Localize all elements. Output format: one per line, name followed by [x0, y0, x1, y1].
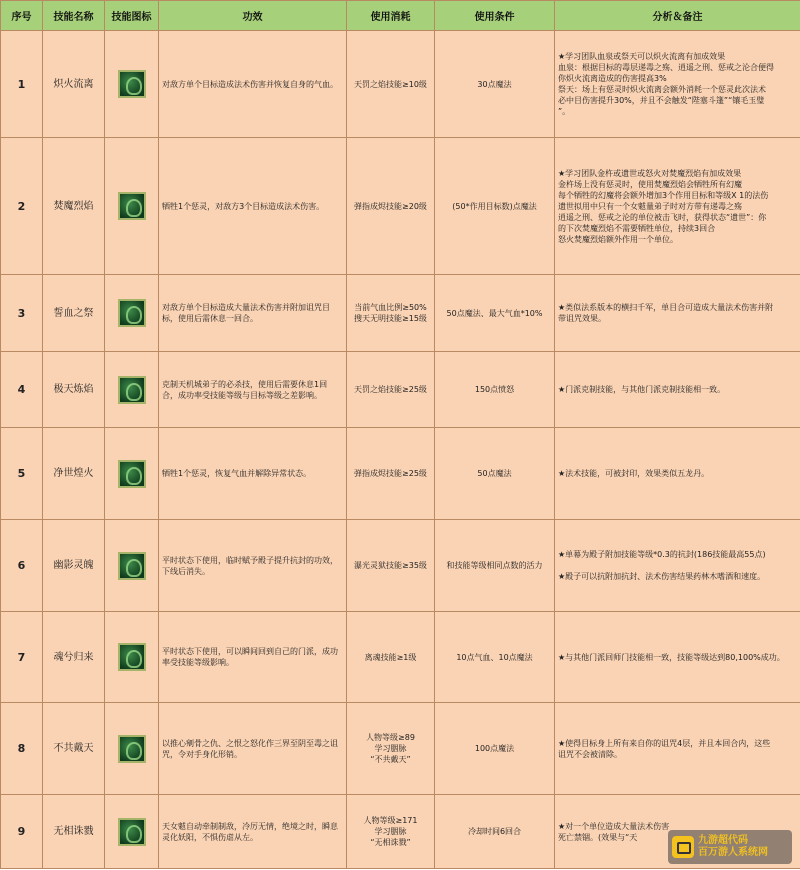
- flame-skill-icon: [118, 70, 146, 98]
- header-effect: 功效: [159, 1, 347, 31]
- skill-name: 极天炼焰: [43, 352, 105, 428]
- skill-note: ★门派克制技能，与其他门派克制技能相一致。: [555, 352, 800, 428]
- skill-condition: 50点魔法、最大气血*10%: [435, 275, 555, 352]
- skill-name: 誓血之祭: [43, 275, 105, 352]
- blood-oath-skill-icon: [118, 299, 146, 327]
- watermark: [668, 830, 792, 864]
- skill-cost: 天罚之焰技能≥10级: [347, 31, 435, 138]
- skill-cost: 天罚之焰技能≥25级: [347, 352, 435, 428]
- skill-effect: 平时状态下使用，临时赋予殿子提升抗封的功效，下线后消失。: [159, 520, 347, 612]
- skill-note: ★类似法系版本的横扫千军，单目合可造成大量法术伤害并附 带诅咒效果。: [555, 275, 800, 352]
- header-cost: 使用消耗: [347, 1, 435, 31]
- watermark-logo-icon: [672, 836, 694, 858]
- row-num: 3: [1, 275, 43, 352]
- skill-name: 幽影灵魄: [43, 520, 105, 612]
- skill-note: ★学习团队血泉或祭天可以炽火流离有加成效果 血泉：根据目标的毒层递毒之殇、逍遥之刑、惩戒之沦合便得 你炽火流离造成的伤害提高3% 祭天：场上有惩灵时炽火流离会额外消耗一个惩灵此次法术 必中目伤害提升30%，并且不会触发“陛塞斗篷”“镶毛玉璧 ”。: [555, 31, 800, 138]
- skill-cost: 人物等级≥89 学习胭脉 “不共戴天”: [347, 703, 435, 795]
- skill-condition: (50*作用目标数)点魔法: [435, 138, 555, 275]
- table-row: [1, 428, 800, 520]
- skill-effect: 对敌方单个目标造成大量法术伤害并附加诅咒目标，使用后需休息一回合。: [159, 275, 347, 352]
- skill-name: 净世煌火: [43, 428, 105, 520]
- row-num: 8: [1, 703, 43, 795]
- skill-cost: 人物等级≥171 学习胭脉 “无相诛戮”: [347, 795, 435, 869]
- table-row: [1, 703, 800, 795]
- watermark-line2: 百万游人系统网: [698, 847, 768, 858]
- watermark-line1: 九游超代码: [698, 835, 748, 846]
- skill-note: ★单幕为殿子附加技能等级*0.3的抗封(186技能最高55点) ★殿子可以抗附加抗封、法术伤害结果药林木嗜酒和速度。: [555, 520, 800, 612]
- skill-condition: 100点魔法: [435, 703, 555, 795]
- skill-effect: 以推心剜骨之仇、之恨之怒化作三界至阴至毒之诅咒，令对手身化形销。: [159, 703, 347, 795]
- header-note: 分析＆备注: [555, 1, 800, 31]
- skill-cost: 弹指成烬技能≥20级: [347, 138, 435, 275]
- row-num: 2: [1, 138, 43, 275]
- table-row: [1, 275, 800, 352]
- row-num: 7: [1, 612, 43, 703]
- skill-cost: 离魂技能≥1级: [347, 612, 435, 703]
- eternal-hatred-skill-icon: [118, 735, 146, 763]
- sky-flame-skill-icon: [118, 376, 146, 404]
- skill-name: 无相诛戮: [43, 795, 105, 869]
- table-row: [1, 138, 800, 275]
- skill-note: ★与其他门派回师门技能相一致，技能等级达到80,100%成功。: [555, 612, 800, 703]
- header-name: 技能名称: [43, 1, 105, 31]
- skill-name: 炽火流离: [43, 31, 105, 138]
- skill-condition: 和技能等级相同点数的活力: [435, 520, 555, 612]
- skill-name: 魂兮归来: [43, 612, 105, 703]
- skill-condition: 冷却时间6回合: [435, 795, 555, 869]
- skill-name: 焚魔烈焰: [43, 138, 105, 275]
- skill-effect: 对敌方单个目标造成法术伤害并恢复自身的气血。: [159, 31, 347, 138]
- skill-condition: 50点魔法: [435, 428, 555, 520]
- header-row: [1, 1, 800, 31]
- formless-slaughter-skill-icon: [118, 818, 146, 846]
- row-num: 1: [1, 31, 43, 138]
- table-row: [1, 352, 800, 428]
- header-icon: 技能图标: [105, 1, 159, 31]
- skill-note: ★学习团队金杵或遗世或怒火对焚魔烈焰有加成效果 金杵场上没有惩灵时，使用焚魔烈焰会牺牲所有幻魔 每个牺牲的幻魔将会额外增加3个作用目标和等级X 1的法伤 遗世拟用中只有一个女魃量弟子时对方带有递毒之殇 逍遥之刑、惩戒之沦的单位被击飞时，获得状态“遗世”：你 的下次焚魔烈焰不需要牺牲单位，持续3回合 怒火焚魔烈焰额外作用一个单位。: [555, 138, 800, 275]
- skill-effect: 平时状态下使用，可以瞬间回到自己的门派，成功率受技能等级影响。: [159, 612, 347, 703]
- skill-effect: 天女魃自动牵制制敌，冷厉无情，绝境之时，瞬息灵化妖阳，不惧伤虐从左。: [159, 795, 347, 869]
- skill-note: ★法术技能，可被封印，效果类似五龙丹。: [555, 428, 800, 520]
- table-row: [1, 31, 800, 138]
- row-num: 4: [1, 352, 43, 428]
- skill-note: ★使得目标身上所有来自你的诅咒4层，并且本回合内，这些 诅咒不会被清除。: [555, 703, 800, 795]
- row-num: 6: [1, 520, 43, 612]
- table-row: [1, 520, 800, 612]
- shadow-spirit-skill-icon: [118, 552, 146, 580]
- skill-condition: 150点愤怒: [435, 352, 555, 428]
- table-row: [1, 612, 800, 703]
- dragon-fire-skill-icon: [118, 192, 146, 220]
- skill-cost: 当前气血比例≥50% 搜天无明技能≥15级: [347, 275, 435, 352]
- row-num: 5: [1, 428, 43, 520]
- soul-return-skill-icon: [118, 643, 146, 671]
- skill-effect: 牺牲1个惩灵，恢复气血并解除异常状态。: [159, 428, 347, 520]
- skill-note: ★对一个单位造成大量法术伤害 死亡禁锢。(效果与“天: [555, 795, 800, 869]
- header-num: 序号: [1, 1, 43, 31]
- row-num: 9: [1, 795, 43, 869]
- skill-condition: 10点气血、10点魔法: [435, 612, 555, 703]
- skill-effect: 克制天机城弟子的必杀技，使用后需要休息1回合，成功率受技能等级与目标等级之差影响。: [159, 352, 347, 428]
- skill-name: 不共戴天: [43, 703, 105, 795]
- purify-fire-skill-icon: [118, 460, 146, 488]
- skill-condition: 30点魔法: [435, 31, 555, 138]
- skill-cost: 瀑光灵狱技能≥35级: [347, 520, 435, 612]
- skill-cost: 弹指成烬技能≥25级: [347, 428, 435, 520]
- skill-effect: 牺牲1个惩灵，对敌方3个目标造成法术伤害。: [159, 138, 347, 275]
- header-condition: 使用条件: [435, 1, 555, 31]
